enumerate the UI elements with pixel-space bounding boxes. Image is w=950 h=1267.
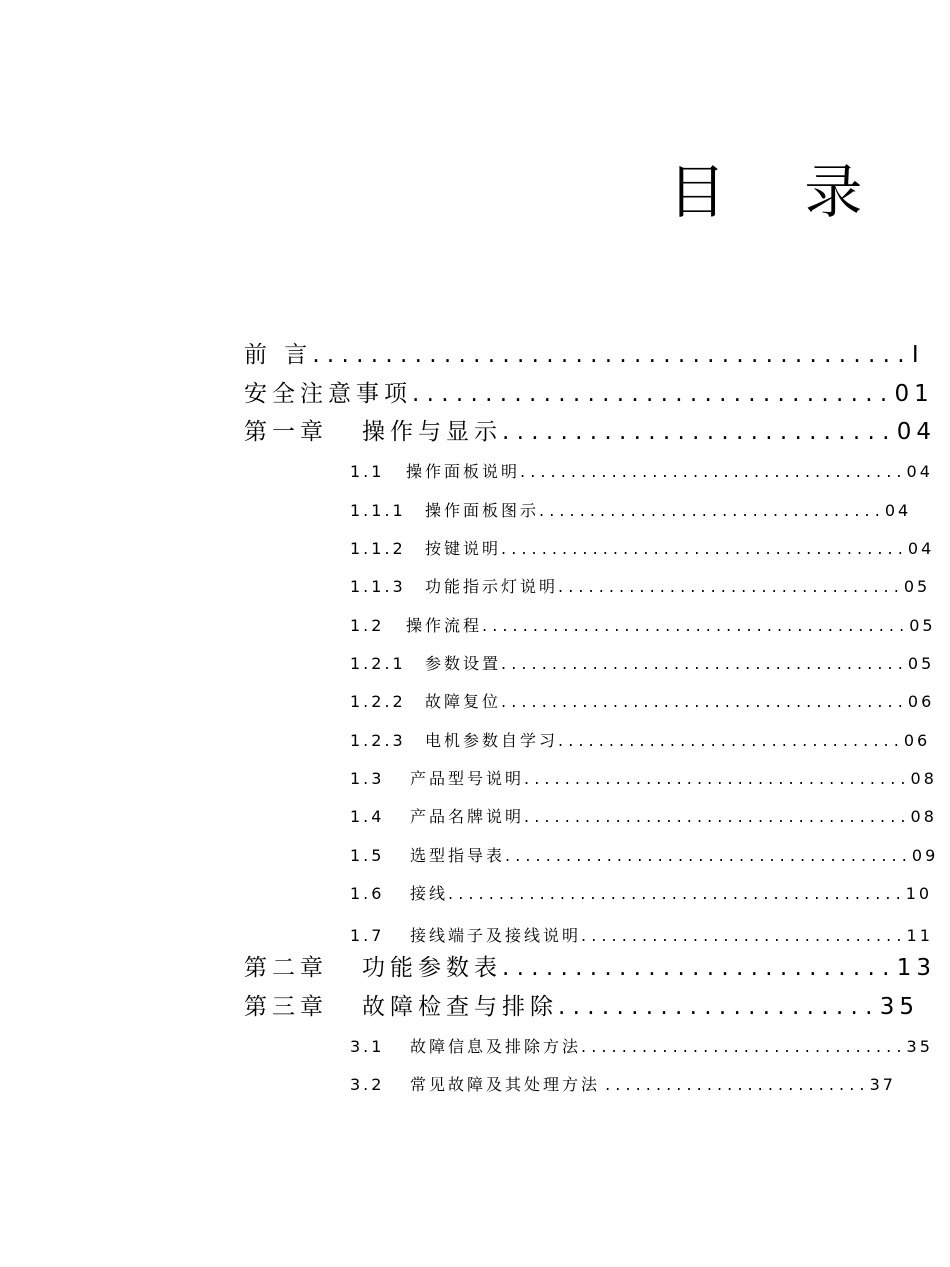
toc-leader-dots: . . . . . . . . . . . . . . . . . . . . . . . . . . . . . . . . . . bbox=[539, 501, 885, 520]
toc-entry-1-2-2[interactable] bbox=[350, 694, 934, 710]
toc-entry-label: 故障复位 bbox=[425, 692, 502, 711]
toc-section-number: 1.7 bbox=[350, 926, 385, 945]
toc-leader-dots: . . . . . . . . . . . . . . . . . . . . . . . . . . . . . . . . . . . . . . . . bbox=[501, 539, 908, 558]
toc-entry-preface[interactable] bbox=[244, 344, 924, 367]
toc-section-number: 1.1.2 bbox=[350, 539, 406, 558]
toc-entry-label: 故障检查与排除 bbox=[362, 994, 558, 1020]
toc-section-number: 1.5 bbox=[350, 846, 385, 865]
toc-entry-label: 按键说明 bbox=[425, 539, 502, 558]
toc-chapter-number: 第二章 bbox=[244, 955, 328, 981]
toc-section-number: 3.1 bbox=[350, 1037, 385, 1056]
toc-title: 目 录 bbox=[668, 158, 893, 226]
toc-page-number: 35 bbox=[906, 1037, 933, 1056]
toc-entry-label: 电机参数自学习 bbox=[425, 731, 559, 750]
toc-page-number: 10 bbox=[905, 884, 933, 903]
toc-chapter-number: 第一章 bbox=[244, 419, 328, 445]
toc-page-number: 35 bbox=[879, 994, 919, 1020]
toc-leader-dots: . . . . . . . . . . . . . . . . . . . . . . . . . . . . . . . . . . . . . . . . bbox=[505, 846, 912, 865]
toc-chapter-number: 第三章 bbox=[244, 994, 328, 1020]
toc-entry-label: 操作流程 bbox=[406, 616, 483, 635]
toc-page-number: 37 bbox=[869, 1075, 896, 1094]
toc-section-number: 1.2.2 bbox=[350, 692, 406, 711]
toc-entry-3-1[interactable] bbox=[350, 1039, 933, 1055]
toc-leader-dots: . . . . . . . . . . . . . . . . . . . . . . . . . . . . . . . . bbox=[581, 926, 907, 945]
toc-page-number: 13 bbox=[896, 955, 937, 981]
toc-entry-1-1-3[interactable] bbox=[350, 579, 930, 595]
toc-page-number: 04 bbox=[907, 539, 935, 558]
toc-leader-dots: . . . . . . . . . . . . . . . . . . . . . . . . . . . . . . . . . . . . . . . . . bbox=[312, 342, 912, 368]
toc-section-number: 1.2 bbox=[350, 616, 385, 635]
toc-page-number: I bbox=[911, 342, 924, 368]
toc-entry-label: 参数设置 bbox=[425, 654, 502, 673]
toc-page-number: 04 bbox=[884, 501, 912, 520]
toc-entry-label: 故障信息及排除方法 bbox=[410, 1037, 582, 1056]
toc-entry-1-1-1[interactable] bbox=[350, 503, 911, 519]
toc-entry-chapter-1[interactable] bbox=[244, 421, 936, 444]
toc-entry-label: 接线端子及接线说明 bbox=[410, 926, 582, 945]
toc-section-number: 1.1 bbox=[350, 462, 385, 481]
toc-page-number: 08 bbox=[910, 769, 937, 788]
toc-section-number: 1.2.3 bbox=[350, 731, 406, 750]
toc-entry-label: 接线 bbox=[410, 884, 449, 903]
toc-entry-label: 功能指示灯说明 bbox=[425, 577, 559, 596]
toc-page-number: 06 bbox=[907, 692, 935, 711]
toc-page-number: 09 bbox=[911, 846, 939, 865]
toc-leader-dots: . . . . . . . . . . . . . . . . . . . . . . . . . . . . . . . . . . bbox=[558, 577, 904, 596]
toc-entry-label: 产品名牌说明 bbox=[410, 807, 525, 826]
toc-page-number: 08 bbox=[910, 807, 937, 826]
toc-leader-dots: . . . . . . . . . . . . . . . . . . . . . . . . . . . . . . . . . . bbox=[558, 731, 904, 750]
toc-section-number: 1.6 bbox=[350, 884, 385, 903]
toc-leader-dots: . . . . . . . . . . . . . . . . . . . . . . . . . . . . . . . . . . . . . . . . . . . . . bbox=[448, 884, 906, 903]
toc-section-number: 1.1.1 bbox=[350, 501, 406, 520]
toc-page-number: 06 bbox=[903, 731, 931, 750]
toc-leader-dots: . . . . . . . . . . . . . . . . . . . . . . . . . . . . . . . . . . . . . . . . . . bbox=[482, 616, 910, 635]
toc-entry-label: 选型指导表 bbox=[410, 846, 506, 865]
toc-leader-dots: . . . . . . . . . . . . . . . . . . . . . . . . . . bbox=[600, 1075, 870, 1094]
toc-entry-1-2-3[interactable] bbox=[350, 733, 930, 749]
toc-page-number: 11 bbox=[906, 926, 933, 945]
toc-entry-1-2[interactable] bbox=[350, 618, 936, 634]
toc-section-number: 1.2.1 bbox=[350, 654, 406, 673]
toc-entry-1-5[interactable] bbox=[350, 848, 938, 864]
toc-entry-label: 前 言 bbox=[244, 342, 313, 368]
toc-leader-dots: . . . . . . . . . . . . . . . . . . . . . . bbox=[558, 994, 880, 1020]
toc-entry-3-2[interactable] bbox=[350, 1077, 896, 1093]
toc-leader-dots: . . . . . . . . . . . . . . . . . . . . . . . . . . . . . . . . . . . . . . bbox=[524, 807, 911, 826]
toc-entry-label: 产品型号说明 bbox=[410, 769, 525, 788]
toc-leader-dots: . . . . . . . . . . . . . . . . . . . . . . . . . . . . . . . . . . . . . . bbox=[520, 462, 907, 481]
toc-page-number: 05 bbox=[909, 616, 936, 635]
toc-leader-dots: . . . . . . . . . . . . . . . . . . . . . . . . . . . . . . . . . . . . . . . . bbox=[501, 654, 908, 673]
toc-entry-label: 操作面板说明 bbox=[406, 462, 521, 481]
toc-page-number: 04 bbox=[896, 419, 937, 445]
toc-section-number: 1.4 bbox=[350, 807, 385, 826]
toc-page-number: 01 bbox=[894, 381, 934, 407]
toc-page-number: 04 bbox=[906, 462, 933, 481]
toc-leader-dots: . . . . . . . . . . . . . . . . . . . . . . . . . . . . . . . . . . . . . . . . bbox=[501, 692, 908, 711]
toc-leader-dots: . . . . . . . . . . . . . . . . . . . . . . . . . . . bbox=[502, 419, 897, 445]
toc-page-number: 05 bbox=[907, 654, 935, 673]
toc-leader-dots: . . . . . . . . . . . . . . . . . . . . . . . . . . . . . . . . . bbox=[412, 381, 895, 407]
toc-entry-1-3[interactable] bbox=[350, 771, 937, 787]
toc-entry-label: 功能参数表 bbox=[362, 955, 502, 981]
toc-entry-1-2-1[interactable] bbox=[350, 656, 934, 672]
toc-entry-label: 安全注意事项 bbox=[244, 381, 412, 407]
toc-entry-1-4[interactable] bbox=[350, 809, 937, 825]
toc-page-number: 05 bbox=[903, 577, 931, 596]
toc-entry-chapter-2[interactable] bbox=[244, 957, 936, 980]
toc-entry-1-1[interactable] bbox=[350, 464, 933, 480]
toc-entry-label: 操作面板图示 bbox=[425, 501, 540, 520]
toc-section-number: 1.1.3 bbox=[350, 577, 406, 596]
toc-entry-label: 常见故障及其处理方法 bbox=[410, 1075, 601, 1094]
toc-entry-label: 操作与显示 bbox=[362, 419, 502, 445]
toc-section-number: 1.3 bbox=[350, 769, 385, 788]
toc-leader-dots: . . . . . . . . . . . . . . . . . . . . . . . . . . . bbox=[502, 955, 897, 981]
toc-leader-dots: . . . . . . . . . . . . . . . . . . . . . . . . . . . . . . . . . . . . . . bbox=[524, 769, 911, 788]
toc-entry-1-1-2[interactable] bbox=[350, 541, 934, 557]
toc-entry-chapter-3[interactable] bbox=[244, 996, 919, 1019]
toc-leader-dots: . . . . . . . . . . . . . . . . . . . . . . . . . . . . . . . . bbox=[581, 1037, 907, 1056]
toc-entry-1-6[interactable] bbox=[350, 886, 932, 902]
toc-entry-1-7[interactable] bbox=[350, 928, 933, 944]
toc-section-number: 3.2 bbox=[350, 1075, 385, 1094]
toc-entry-safety[interactable] bbox=[244, 383, 934, 406]
